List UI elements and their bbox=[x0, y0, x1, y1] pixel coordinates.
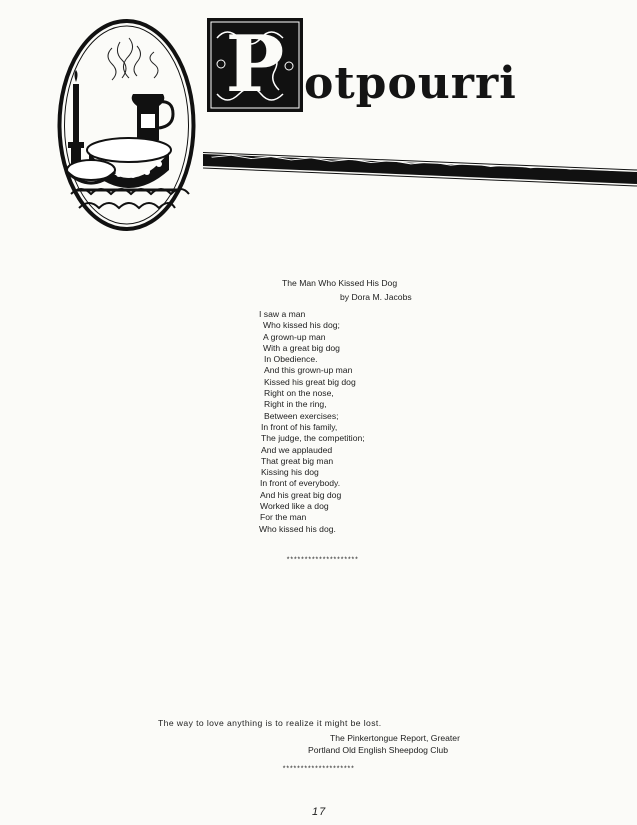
poem-title: The Man Who Kissed His Dog bbox=[282, 278, 398, 288]
title-ornate-initial bbox=[207, 18, 303, 112]
poem-line: And his great big dog bbox=[260, 489, 342, 500]
page-title: otpourri bbox=[304, 58, 517, 109]
poem-body bbox=[259, 309, 365, 535]
decorative-banner-rule bbox=[203, 152, 637, 190]
quote-separator: ******************** bbox=[282, 766, 355, 774]
quote-attribution-line-2: Portland Old English Sheepdog Club bbox=[308, 745, 448, 755]
poem-line: Kissed his great big dog bbox=[264, 376, 356, 387]
poem-line: Worked like a dog bbox=[260, 501, 329, 512]
poem-line: A grown-up man bbox=[263, 331, 326, 342]
poem-line: And this grown-up man bbox=[264, 365, 353, 376]
poem-line: In Obedience. bbox=[264, 354, 318, 365]
poem-line: The judge, the competition; bbox=[261, 433, 365, 444]
poem-line: Who kissed his dog; bbox=[263, 320, 340, 331]
poem-separator: ******************** bbox=[286, 557, 359, 565]
poem-author: by Dora M. Jacobs bbox=[340, 292, 412, 302]
poem-line: Who kissed his dog. bbox=[259, 523, 336, 534]
page-number: 17 bbox=[312, 806, 327, 818]
poem-line: That great big man bbox=[261, 455, 334, 466]
poem-line: With a great big dog bbox=[263, 342, 340, 353]
quote-text: The way to love anything is to realize it might be lost. bbox=[158, 718, 382, 728]
poem-line: Right in the ring, bbox=[264, 399, 327, 410]
poem-line: Between exercises; bbox=[264, 410, 339, 421]
poem-line: Kissing his dog bbox=[261, 467, 319, 478]
title-initial-letter: P bbox=[225, 19, 285, 110]
poem-line: In front of everybody. bbox=[260, 478, 341, 489]
poem-line: For the man bbox=[260, 512, 307, 523]
poem-line: Right on the nose, bbox=[264, 388, 334, 399]
quote-attribution-line-1: The Pinkertongue Report, Greater bbox=[330, 733, 460, 743]
poem-line: I saw a man bbox=[259, 309, 306, 319]
poem-line: And we applauded bbox=[261, 444, 333, 455]
poem-line: In front of his family, bbox=[261, 421, 338, 432]
potpourri-kitchen-illustration bbox=[57, 18, 196, 232]
